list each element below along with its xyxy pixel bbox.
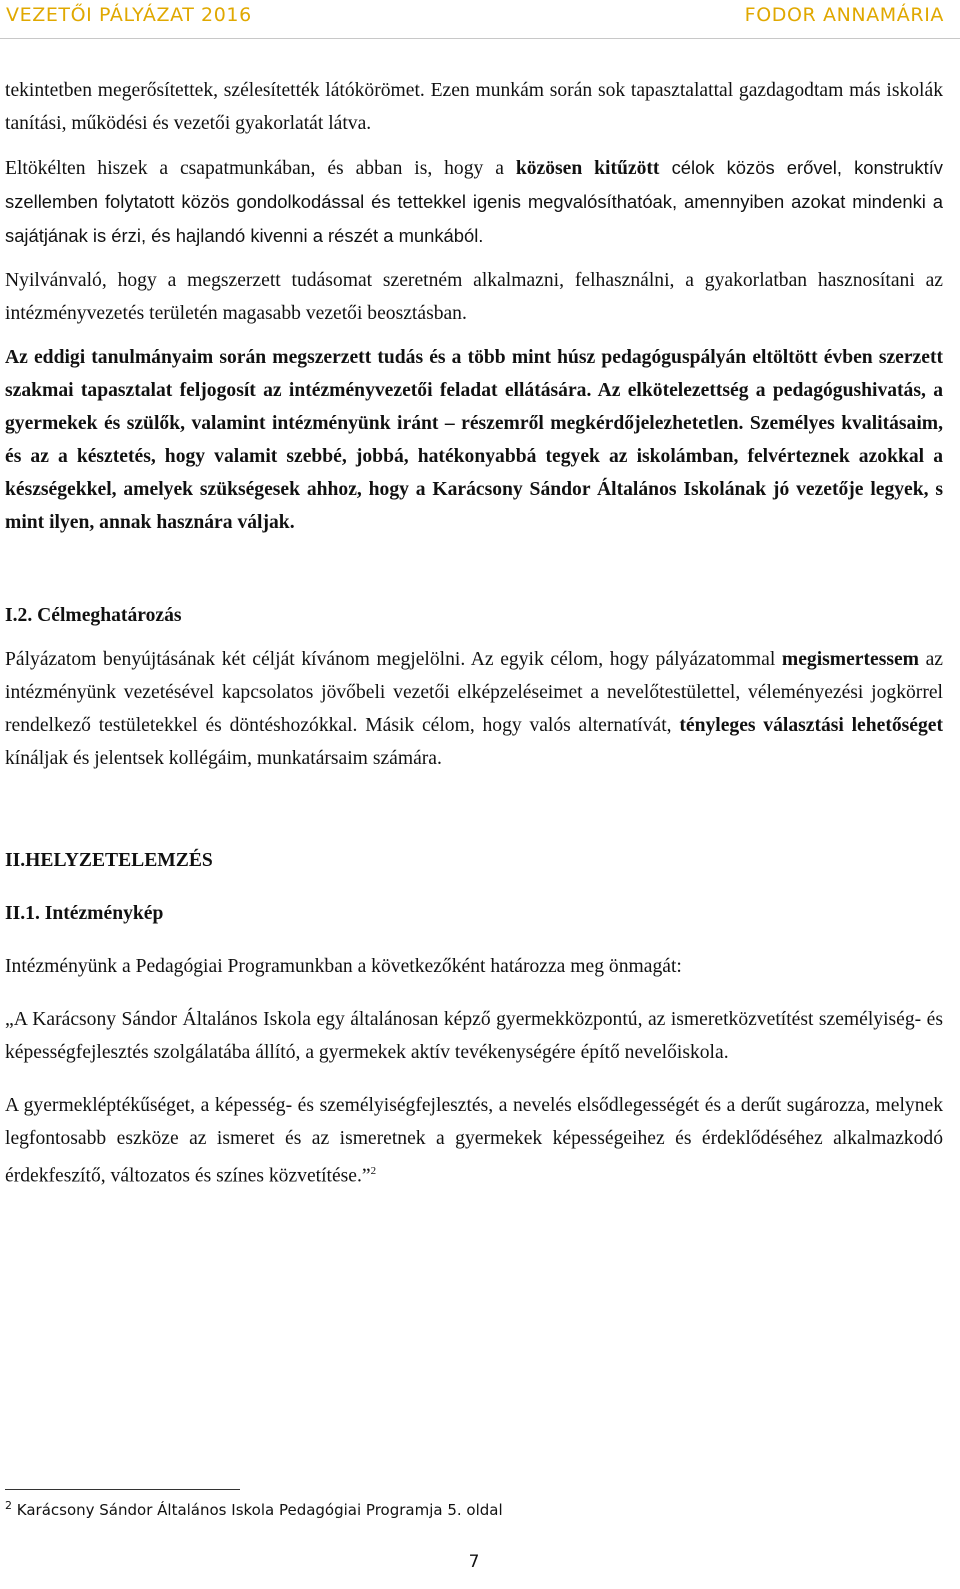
quote-2-text: A gyermekléptékűséget, a képesség- és személyiségfejlesztés, a nevelés elsődlegességét és a derűt sugározza, melynek legfontosabb eszköze az ismeret és az ismeretnek a gyermekek képességeihez és érdeklődéséhez alkalmazkodó érdekfeszítő, változatos és színes közvetítése.” xyxy=(5,1095,943,1187)
page-header xyxy=(6,2,944,32)
paragraph-qualification: Az eddigi tanulmányaim során megszerzett tudás és a több mint húsz pedagóguspályán eltöltött évben szerzett szakmai tapasztalat feljogosít az intézményvezetői feladat ellátására. Az elkötelezettség a pedagógushivatás, a gyermekek és szülők, valamint intézményünk iránt – részemről megkérdőjelezhetetlen. Személyes kvalitásaim, és az a késztetés, hogy valamit szebbé, jobbá, hatékonyabbá tegyek az iskolámban, felvérteznek azokkal a készségekkel, amelyek szükségesek ahhoz, hogy a Karácsony Sándor Általános Iskolának jó vezetője legyek, s mint ilyen, annak hasznára váljak. xyxy=(5,347,943,533)
goals-bold-1: megismertessem xyxy=(781,649,919,670)
header-title: VEZETŐI PÁLYÁZAT 2016 xyxy=(6,4,252,26)
teamwork-bold: közösen kitűzött xyxy=(515,158,660,179)
heading-intezmenykep: II.1. Intézménykép xyxy=(5,903,164,924)
footnote-divider xyxy=(5,1489,240,1490)
goals-text-c: az intézményünk vezetésével kapcsolatos jövőbeli vezetői elképzeléseimet a nevelőtestülettel, véleményezési jogkörrel rendelkező testületekkel és döntéshozókkal. Másik célom, hogy valós alternatívát, xyxy=(5,649,943,736)
paragraph-intro: tekintetben megerősítettek, szélesítették látókörömet. Ezen munkám során sok tapasztalattal gazdagodtam más iskolák tanítási, működési és vezetői gyakorlatát látva. xyxy=(5,80,943,134)
footnote-text: Karácsony Sándor Általános Iskola Pedagógiai Programja 5. oldal xyxy=(12,1501,503,1519)
heading-celmeghatarozas: I.2. Célmeghatározás xyxy=(5,605,182,626)
footnote xyxy=(5,1494,503,1522)
paragraph-quote-1: „A Karácsony Sándor Általános Iskola egy általánosan képző gyermekközpontú, az ismeretközvetítést személyiség- és képességfejlesztés szolgálatába állító, a gyermekek aktív tevékenységére építő nevelőiskola. xyxy=(5,1009,943,1063)
goals-text-e: kínáljak és jelentsek kollégáim, munkatársaim számára. xyxy=(5,748,442,769)
paragraph-program-intro: Intézményünk a Pedagógiai Programunkban a következőként határozza meg önmagát: xyxy=(5,956,682,977)
paragraph-knowledge: Nyilvánvaló, hogy a megszerzett tudásomat szeretném alkalmazni, felhasználni, a gyakorlatban hasznosítani az intézményvezetés területén magasabb vezetői beosztásban. xyxy=(5,270,943,324)
document-body xyxy=(5,74,943,1193)
footnote-mark: 2 xyxy=(5,1499,12,1512)
paragraph-goals xyxy=(5,643,943,775)
paragraph-quote-2 xyxy=(5,1089,943,1193)
header-divider xyxy=(0,38,960,39)
footnote-reference[interactable]: 2 xyxy=(370,1165,377,1177)
teamwork-text-c: célok közös erővel, konstruktív szellemben folytatott közös gondolkodással és tettekkel igenis megvalósíthatóak, amennyiben azokat mindenki a sajátjának is érzi, és hajlandó kivenni a részét a munkából. xyxy=(5,157,943,246)
header-author: FODOR ANNAMÁRIA xyxy=(744,4,944,26)
page-number: 7 xyxy=(468,1552,480,1572)
heading-helyzetelemzes: II.HELYZETELEMZÉS xyxy=(5,850,213,871)
teamwork-text-a: Eltökélten hiszek a csapatmunkában, és abban is, hogy a xyxy=(5,158,516,179)
goals-bold-2: tényleges választási lehetőséget xyxy=(679,715,944,736)
goals-text-a: Pályázatom benyújtásának két célját kívánom megjelölni. Az egyik célom, hogy pályázatommal xyxy=(5,649,782,670)
paragraph-teamwork xyxy=(5,151,943,253)
